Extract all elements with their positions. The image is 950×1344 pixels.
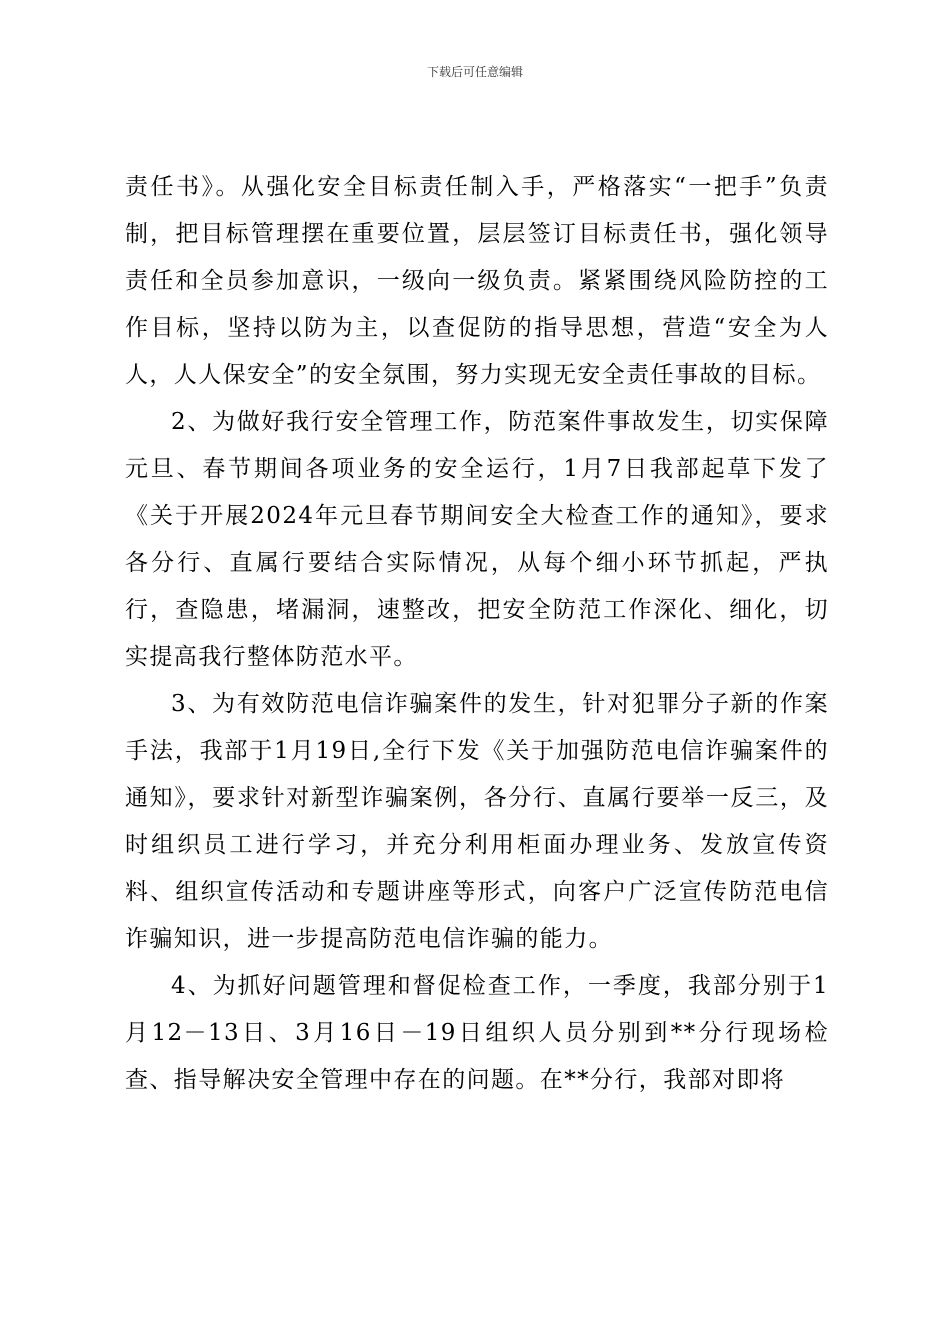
paragraph-4: 4、为抓好问题管理和督促检查工作，一季度，我部分别于1月12－13日、3月16日－19日组织人员分别到**分行现场检查、指导解决安全管理中存在的问题。在**分行，我部对即将 [125, 973, 829, 1093]
document-body [125, 164, 829, 1104]
paragraph-3: 3、为有效防范电信诈骗案件的发生，针对犯罪分子新的作案手法，我部于1月19日,全行下发《关于加强防范电信诈骗案件的通知》，要求针对新型诈骗案例，各分行、直属行要举一反三，及时组织员工进行学习，并充分利用柜面办理业务、发放宣传资料、组织宣传活动和专题讲座等形式，向客户广泛宣传防范电信诈骗知识，进一步提高防范电信诈骗的能力。 [125, 691, 829, 952]
paragraph-2: 2、为做好我行安全管理工作，防范案件事故发生，切实保障元旦、春节期间各项业务的安全运行，1月7日我部起草下发了《关于开展2024年元旦春节期间安全大检查工作的通知》，要求各分行、直属行要结合实际情况，从每个细小环节抓起，严执行，查隐患，堵漏洞，速整改，把安全防范工作深化、细化，切实提高我行整体防范水平。 [125, 409, 829, 670]
page-header-note: 下载后可任意编辑 [426, 65, 523, 79]
paragraph-1: 责任书》。从强化安全目标责任制入手，严格落实“一把手”负责制，把目标管理摆在重要位置，层层签订目标责任书，强化领导责任和全员参加意识，一级向一级负责。紧紧围绕风险防控的工作目标，坚持以防为主，以查促防的指导思想，营造“安全为人人，人人保安全”的安全氛围，努力实现无安全责任事故的目标。 [125, 174, 829, 388]
